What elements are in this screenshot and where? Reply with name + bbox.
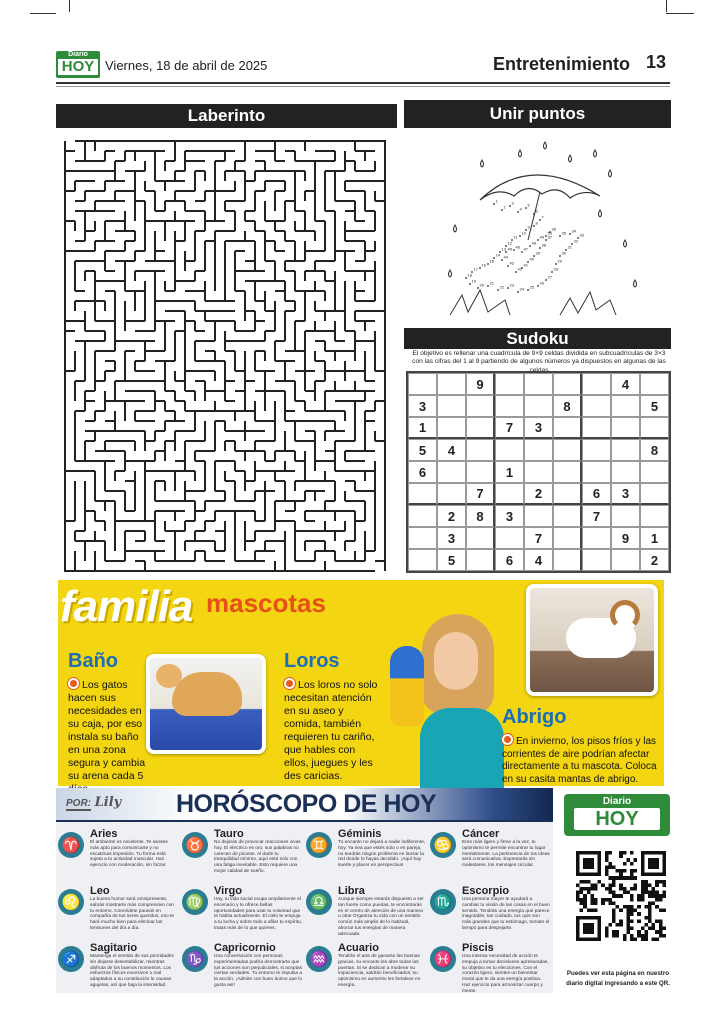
sudoku-cell[interactable] <box>466 417 495 439</box>
page-date: Viernes, 18 de abril de 2025 <box>105 58 268 73</box>
zodiac-icon: ♐ <box>58 946 84 972</box>
sudoku-cell[interactable] <box>611 461 640 483</box>
dot-number: 25 <box>529 284 534 290</box>
sudoku-instructions: El objetivo es rellenar una cuadrícula de 9×9 celdas dividida en subcuadrículas de 3×3 con las cifras del 1 al 9 partiendo de algunos números ya dispuestos en algunas de las celdas <box>412 350 666 374</box>
sudoku-cell[interactable] <box>466 527 495 549</box>
sign-name: Capricornio <box>214 942 276 954</box>
horoscope-sign <box>304 822 428 879</box>
dot-number: 10 <box>521 230 526 236</box>
sign-name: Piscis <box>462 942 494 954</box>
sudoku-cell[interactable] <box>524 505 553 527</box>
horoscope-title: HORÓSCOPO DE HOY <box>176 790 437 818</box>
sign-name: Sagitario <box>90 942 138 954</box>
sudoku-cell[interactable] <box>611 505 640 527</box>
loros-body: Los loros no solo necesitan atención en su aseo y comida, también requieren tu cariño, que hables con ellos, juegues y les des caricias. <box>284 679 378 782</box>
dot-number: 18 <box>467 272 472 278</box>
sudoku-cell[interactable] <box>553 505 582 527</box>
sign-text: No dejarás de provocar reacciones vivas hoy. El eléctrico es oro, sus palabras no carecen de picante. Al darle tu tranquilidad mínimo, aquí está solo con una fatiga inevitable. Esto requiere una mejor calidad de sueño. <box>214 840 301 874</box>
zodiac-icon: ♏ <box>430 889 456 915</box>
horoscope-author <box>66 794 121 810</box>
sudoku-cell[interactable]: 7 <box>524 527 553 549</box>
sudoku-cell[interactable] <box>466 549 495 571</box>
sign-name: Virgo <box>214 885 242 897</box>
horoscope-sign <box>428 936 552 993</box>
grass-icon <box>450 290 616 315</box>
bano-body: Los gatos hacen sus necesidades en su caja, por eso instala su baño en una zona segura y cambia su arena cada 5 <box>68 679 146 782</box>
sudoku-cell[interactable]: 5 <box>437 549 466 571</box>
sidebar-logo-top: Diario <box>602 796 632 807</box>
sudoku-cell[interactable] <box>553 373 582 395</box>
dot-number: 6 <box>535 208 538 214</box>
sudoku-cell[interactable] <box>553 549 582 571</box>
dot-number: 44 <box>503 254 508 260</box>
dot-number: 30 <box>561 250 566 256</box>
dot-number: 11 <box>513 234 518 240</box>
horoscope-sign <box>428 822 552 879</box>
dot-number: 37 <box>547 234 552 240</box>
maze-title: Laberinto <box>56 104 397 128</box>
dot-number: 40 <box>529 256 534 262</box>
sign-name: Cáncer <box>462 828 500 840</box>
dot-number: 17 <box>473 266 478 272</box>
sudoku-cell[interactable] <box>640 461 669 483</box>
sudoku-cell[interactable]: 5 <box>408 439 437 461</box>
bullet-icon <box>68 678 79 689</box>
sudoku-cell[interactable] <box>408 373 437 395</box>
loros-text <box>284 678 380 783</box>
horoscope-sign <box>304 936 428 993</box>
sign-text: Tendrán el arte de ganarse las buenas gracias, su encanto les abre todas las puertas. Si se dedican a moderar su impaciencia, saldrán beneficiados; su optimismo en aumento les fortalece en energía. <box>338 954 421 988</box>
parrot-icon <box>390 646 424 726</box>
horoscope-grid <box>56 822 553 993</box>
sudoku-cell[interactable]: 7 <box>582 505 611 527</box>
sudoku-cell[interactable] <box>582 549 611 571</box>
dot-number: 28 <box>553 266 558 272</box>
sudoku-cell[interactable]: 1 <box>408 417 437 439</box>
sudoku-cell[interactable] <box>524 373 553 395</box>
horoscope-sign <box>304 879 428 936</box>
sudoku-cell[interactable]: 9 <box>466 373 495 395</box>
woman-parrot-photo <box>376 608 504 786</box>
crop-mark <box>30 0 56 14</box>
dot-number: 1 <box>495 198 498 204</box>
dot-number: 12 <box>507 240 512 246</box>
sudoku-cell[interactable] <box>640 483 669 505</box>
sudoku-cell[interactable] <box>611 417 640 439</box>
sudoku-cell[interactable] <box>408 549 437 571</box>
maze-puzzle <box>64 140 387 572</box>
zodiac-icon: ♓ <box>430 946 456 972</box>
sign-name: Libra <box>338 885 365 897</box>
dot-number: 38 <box>541 242 546 248</box>
crop-mark <box>56 0 70 12</box>
sudoku-cell[interactable] <box>466 395 495 417</box>
sudoku-cell[interactable] <box>408 527 437 549</box>
dot-number: 4 <box>519 206 522 212</box>
sudoku-cell[interactable] <box>553 527 582 549</box>
page-number: 13 <box>646 52 667 72</box>
sudoku-cell[interactable] <box>582 417 611 439</box>
pets-title-mascotas: mascotas <box>206 588 326 618</box>
sign-text: Aunque siempre estarás dispuesto a ser tan fuerte como puedas, te encontrarás en el centro de atención de una manera u otra! Organiza tu vida con un sentido común más amplio de lo habitual, ahorrar tus energías de manera adecuada. <box>338 897 424 937</box>
dot-number: 9 <box>527 224 530 230</box>
sidebar-logo-name: HOY <box>574 808 660 830</box>
sign-text: Mantenga el sentido de sus prioridades sin dejarse desestabilizar, mientras disfruta de los buenos momentos. Los esfuerzos físicos excesivos o mal adaptados a su constitución le causan agujetas, así que baja la intensidad. <box>90 954 174 988</box>
sudoku-cell[interactable] <box>495 395 524 417</box>
sudoku-cell[interactable]: 3 <box>611 483 640 505</box>
sign-name: Leo <box>90 885 110 897</box>
dot-number: 24 <box>519 286 524 292</box>
sudoku-cell[interactable] <box>582 461 611 483</box>
sign-text: Hoy, tu vida social ocupa ampliamente el escenario y te ofrece bellas oportunidades para usar tu voluntad que te habita actualmente. El cielo te empuja a tu lucha y sobre todo a afilar tu espíritu, tratas más de lo que quieres. <box>214 897 302 931</box>
zodiac-icon: ♒ <box>306 946 332 972</box>
pets-section <box>58 580 664 786</box>
sudoku-cell[interactable] <box>553 417 582 439</box>
sudoku-cell[interactable] <box>437 395 466 417</box>
sudoku-cell[interactable] <box>408 483 437 505</box>
sudoku-cell[interactable]: 6 <box>495 549 524 571</box>
dot-number: 33 <box>579 232 584 238</box>
sudoku-cell[interactable] <box>553 461 582 483</box>
brand-logo-name: HOY <box>58 59 98 75</box>
sudoku-cell[interactable] <box>524 439 553 461</box>
dot-number: 49 <box>539 234 544 240</box>
sign-text: Una conversación con personas experimentadas podría demostrarte que tus acciones son perjudiciales, si aceptas ciertas verdades. Tu entorno te impulsa a la acción. ¡Admite con buen ánimo que lo gusta así! <box>214 954 302 988</box>
sudoku-cell[interactable] <box>437 417 466 439</box>
sign-name: Géminis <box>338 828 382 840</box>
horoscope-sign <box>180 822 304 879</box>
dot-number: 36 <box>551 226 556 232</box>
umbrella-handle <box>528 192 540 240</box>
sign-text: Tu encanto no dejará a nadie indiferente, hoy. Ya sea que estés solo o en pareja, no tendrás ningún problema en lanzar la red donde lo hayas decidido. ¡Aquí hay suerte y placer en perspectiva! <box>338 840 426 869</box>
zodiac-icon: ♋ <box>430 832 456 858</box>
dot-number: 21 <box>489 280 494 286</box>
dots-title: Unir puntos <box>404 100 671 128</box>
dot-number: 14 <box>495 252 500 258</box>
sudoku-cell[interactable] <box>553 483 582 505</box>
woman-face <box>434 632 478 690</box>
dot-number: 20 <box>479 282 484 288</box>
qr-caption: Puedes ver esta página en nuestro diario digital ingresando a este QR. <box>566 970 670 987</box>
dot-number: 34 <box>571 228 576 234</box>
sudoku-cell[interactable]: 4 <box>437 439 466 461</box>
dot-number: 39 <box>535 250 540 256</box>
zodiac-icon: ♑ <box>182 946 208 972</box>
crop-mark <box>666 0 694 14</box>
sudoku-cell[interactable]: 3 <box>437 527 466 549</box>
sign-name: Aries <box>90 828 118 840</box>
sudoku-cell[interactable]: 8 <box>640 439 669 461</box>
sudoku-cell[interactable] <box>437 373 466 395</box>
sign-text: La buena humor será omnipresente, sabrás mostrarte más comprensivo con tu entorno. Concédete pausas en compañía de tus seres queridos, eso te hará mucho bien para eliminar las tensiones del día a día. <box>90 897 174 931</box>
sudoku-cell[interactable]: 2 <box>640 549 669 571</box>
dot-number: 22 <box>499 284 504 290</box>
sudoku-cell[interactable] <box>640 505 669 527</box>
sudoku-cell[interactable] <box>611 395 640 417</box>
dot-number: 15 <box>489 258 494 264</box>
woman-shirt <box>420 708 504 788</box>
dot-number: 26 <box>539 280 544 286</box>
bano-heading: Baño <box>68 650 118 672</box>
sign-text: Eres más ligero y firme a la vez, tu optimismo te permite encontrar tu lugar mentalmente. La pertinencia de tus ideas será comunicativa. Expresarás sin malestares, los mensajes circular. <box>462 840 550 869</box>
sudoku-cell[interactable] <box>524 395 553 417</box>
sudoku-cell[interactable] <box>437 461 466 483</box>
horoscope-sign <box>180 936 304 993</box>
zodiac-icon: ♉ <box>182 832 208 858</box>
dot-number: 13 <box>501 246 506 252</box>
sudoku-cell[interactable] <box>495 373 524 395</box>
sign-text: El ambiente es excelente. Te sientes más apto para comunicarte y no escatimas impresión. Tu forma está sujeta a tu actividad muscular. Haz ejercicio con moderación, sin forzar. <box>90 840 168 869</box>
horoscope-author-prefix: POR: <box>66 798 91 809</box>
dot-number: 19 <box>471 278 476 284</box>
dot-number: 42 <box>517 266 522 272</box>
abrigo-heading: Abrigo <box>502 706 567 728</box>
qr-code[interactable] <box>576 851 666 941</box>
header-rule-thin <box>56 86 670 87</box>
umbrella-icon <box>480 175 600 200</box>
sudoku-title: Sudoku <box>404 328 671 349</box>
zodiac-icon: ♍ <box>182 889 208 915</box>
dots-puzzle <box>410 140 668 325</box>
sudoku-cell[interactable]: 6 <box>408 461 437 483</box>
dot-number: 2 <box>503 204 506 210</box>
dot-number: 16 <box>481 262 486 268</box>
cat-head <box>156 664 182 688</box>
sudoku-cell[interactable]: 1 <box>495 461 524 483</box>
dot-number: 31 <box>567 244 572 250</box>
zodiac-icon: ♌ <box>58 889 84 915</box>
dot-number: 32 <box>573 238 578 244</box>
sign-text: Una intensa necesidad de acción te empuja a tomar decisiones apresuradas, su objetivo es tu elecciones. Con el corazón ligero, sientes un bienestar moral que te da una energía positiva. Haz ejercicio para armonizar cuerpo y mente. <box>462 954 549 994</box>
sudoku-cell[interactable] <box>553 439 582 461</box>
sign-text: Una persona mayor te ayudará a cambiar tu visión de las cosas en el buen sentido. Tendrás una energía que parece inagotable, tan cuidado, tus ojos son más grandes que tu estómago, tomate el tiempo para despejarte. <box>462 897 550 931</box>
dot-number: 43 <box>509 260 514 266</box>
sign-name: Tauro <box>214 828 244 840</box>
sudoku-cell[interactable] <box>524 461 553 483</box>
sudoku-cell[interactable] <box>582 439 611 461</box>
horoscope-sign <box>428 879 552 936</box>
sudoku-cell[interactable] <box>495 527 524 549</box>
horoscope-author-name: Lily <box>94 795 122 810</box>
abrigo-body: En invierno, los pisos fríos y las corrientes de aire podrían afectar directamente a tu mascota. Coloca en su casita mantas de abrigo. <box>502 736 657 785</box>
sidebar-logo <box>564 794 670 836</box>
sudoku-cell[interactable]: 8 <box>553 395 582 417</box>
section-title: Entretenimiento <box>493 54 631 74</box>
sudoku-cell[interactable]: 3 <box>524 417 553 439</box>
sudoku-cell[interactable]: 3 <box>495 505 524 527</box>
dot-number: 3 <box>511 200 514 206</box>
sudoku-cell[interactable] <box>408 505 437 527</box>
sudoku-cell[interactable] <box>611 549 640 571</box>
dot-number: 7 <box>541 214 544 220</box>
sudoku-cell[interactable] <box>640 417 669 439</box>
zodiac-icon: ♈ <box>58 832 84 858</box>
dot-number: 41 <box>523 262 528 268</box>
dot-number: 5 <box>527 202 530 208</box>
sudoku-cell[interactable] <box>466 461 495 483</box>
sudoku-cell[interactable]: 2 <box>524 483 553 505</box>
dog-head <box>610 600 640 630</box>
pets-title-familia: familia <box>60 582 193 631</box>
abrigo-text <box>502 734 662 786</box>
sudoku-cell[interactable] <box>466 439 495 461</box>
sudoku-cell[interactable]: 8 <box>466 505 495 527</box>
horoscope-sign <box>56 936 180 993</box>
cat-litter-photo <box>146 654 266 754</box>
horoscope-sign <box>56 822 180 879</box>
sudoku-cell[interactable]: 4 <box>611 373 640 395</box>
sudoku-cell[interactable]: 4 <box>524 549 553 571</box>
sudoku-cell[interactable] <box>582 373 611 395</box>
brand-logo-top: Diario <box>68 51 88 58</box>
sudoku-cell[interactable]: 2 <box>437 505 466 527</box>
dot-number: 47 <box>523 246 528 252</box>
sudoku-cell[interactable] <box>495 439 524 461</box>
dot-number: 35 <box>561 230 566 236</box>
dot-number: 8 <box>535 220 538 226</box>
bullet-icon <box>502 734 513 745</box>
dot-number: 46 <box>515 244 520 250</box>
header-rule <box>56 82 670 84</box>
sudoku-cell[interactable]: 7 <box>466 483 495 505</box>
sudoku-cell[interactable]: 6 <box>582 483 611 505</box>
dot-number: 45 <box>507 246 512 252</box>
sudoku-cell[interactable] <box>582 395 611 417</box>
sudoku-cell[interactable]: 1 <box>640 527 669 549</box>
sudoku-cell[interactable] <box>582 527 611 549</box>
dot-number: 23 <box>509 282 514 288</box>
zodiac-icon: ♎ <box>306 889 332 915</box>
sudoku-cell[interactable] <box>437 483 466 505</box>
sudoku-cell[interactable]: 5 <box>640 395 669 417</box>
sudoku-cell[interactable]: 3 <box>408 395 437 417</box>
brand-logo <box>56 51 100 78</box>
dot-number: 48 <box>531 240 536 246</box>
sign-name: Escorpio <box>462 885 510 897</box>
loros-heading: Loros <box>284 650 340 672</box>
zodiac-icon: ♊ <box>306 832 332 858</box>
horoscope-sign <box>56 879 180 936</box>
maze-walls <box>65 141 385 571</box>
dot-number: 50 <box>547 230 552 236</box>
sudoku-cell[interactable] <box>640 373 669 395</box>
dot-number: 27 <box>547 274 552 280</box>
sudoku-cell[interactable]: 9 <box>611 527 640 549</box>
horoscope-sign <box>180 879 304 936</box>
sudoku-cell[interactable] <box>611 439 640 461</box>
dog-photo <box>526 584 658 696</box>
sign-name: Acuario <box>338 942 379 954</box>
bullet-icon <box>284 678 295 689</box>
sudoku-grid <box>406 371 671 573</box>
sudoku-cell[interactable] <box>495 483 524 505</box>
bano-text <box>68 678 146 796</box>
cat-icon <box>172 672 242 716</box>
dot-number: 29 <box>557 258 562 264</box>
sudoku-cell[interactable]: 7 <box>495 417 524 439</box>
